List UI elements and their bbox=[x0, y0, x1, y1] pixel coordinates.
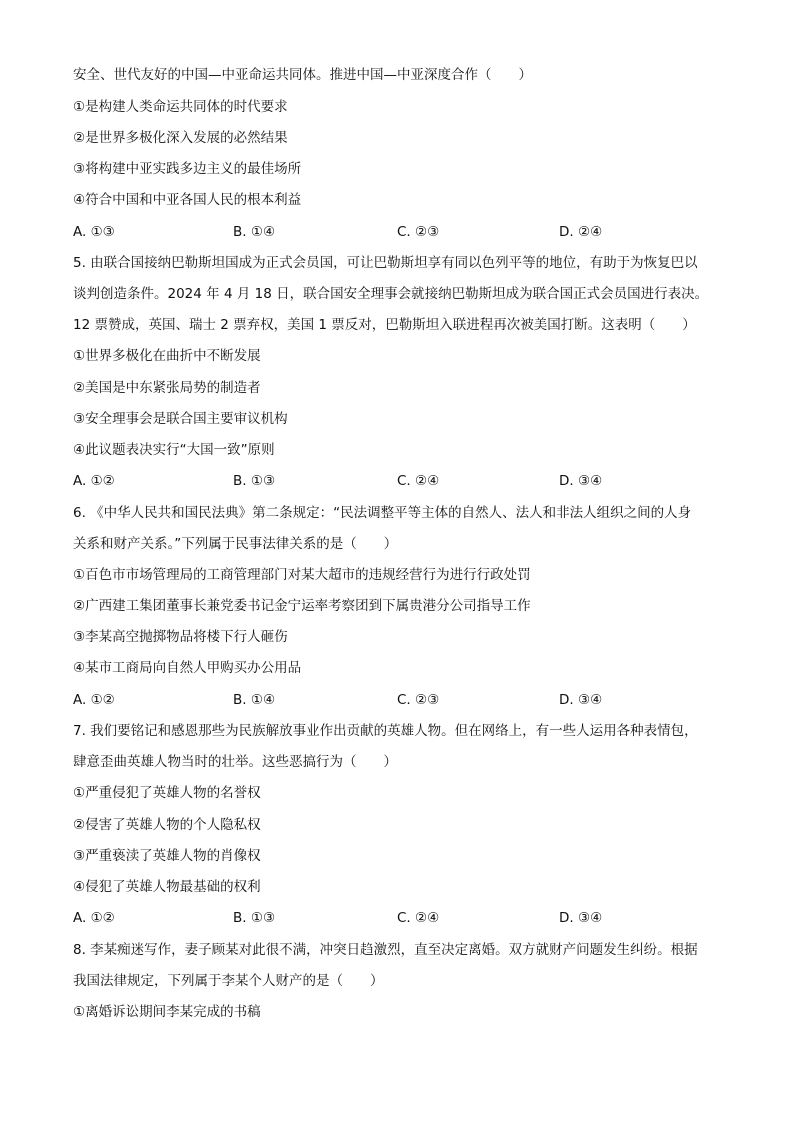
q5-item-1: ①世界多极化在曲折中不断发展 bbox=[73, 348, 261, 364]
q7-item-2: ②侵害了英雄人物的个人隐私权 bbox=[73, 817, 261, 833]
q6-option-c: C. ②③ bbox=[397, 692, 440, 708]
q6-item-4: ④某市工商局向自然人甲购买办公用品 bbox=[73, 660, 302, 676]
q4-option-b: B. ①④ bbox=[233, 224, 276, 240]
q4-options bbox=[73, 222, 733, 242]
q5-option-a: A. ①② bbox=[73, 473, 115, 489]
q5-stem-line-1: 5. 由联合国接纳巴勒斯坦国成为正式会员国，可让巴勒斯坦享有同以色列平等的地位，有助于为恢复巴以 bbox=[73, 255, 698, 271]
q4-stem: 安全、世代友好的中国—中亚命运共同体。推进中国—中亚深度合作（ ） bbox=[73, 67, 532, 83]
q7-stem-line-1: 7. 我们要铭记和感恩那些为民族解放事业作出贡献的英雄人物。但在网络上，有一些人运用各种表情包， bbox=[73, 723, 698, 739]
q4-item-1: ①是构建人类命运共同体的时代要求 bbox=[73, 99, 288, 115]
q6-option-a: A. ①② bbox=[73, 692, 115, 708]
q4-item-4: ④符合中国和中亚各国人民的根本利益 bbox=[73, 192, 302, 208]
q6-item-3: ③李某高空抛掷物品将楼下行人砸伤 bbox=[73, 629, 288, 645]
q6-stem-line-2: 关系和财产关系。”下列属于民事法律关系的是（ ） bbox=[73, 536, 398, 552]
q7-options bbox=[73, 908, 733, 928]
q6-stem-line-1: 6. 《中华人民共和国民法典》第二条规定：“民法调整平等主体的自然人、法人和非法人组织之间的人身 bbox=[73, 505, 692, 521]
q6-options bbox=[73, 690, 733, 710]
q4-item-2: ②是世界多极化深入发展的必然结果 bbox=[73, 130, 288, 146]
q7-option-d: D. ③④ bbox=[559, 910, 603, 926]
q5-stem-line-3: 12 票赞成，英国、瑞士 2 票弃权，美国 1 票反对，巴勒斯坦入联进程再次被美国打断。这表明（ ） bbox=[73, 317, 696, 333]
q5-option-c: C. ②④ bbox=[397, 473, 440, 489]
q4-option-d: D. ②④ bbox=[559, 224, 603, 240]
q7-item-1: ①严重侵犯了英雄人物的名誉权 bbox=[73, 785, 261, 801]
q4-option-a: A. ①③ bbox=[73, 224, 115, 240]
q8-stem-line-1: 8. 李某痴迷写作，妻子顾某对此很不满，冲突日趋激烈，直至决定离婚。双方就财产问题发生纠纷。根据 bbox=[73, 942, 698, 958]
q6-item-1: ①百色市市场管理局的工商管理部门对某大超市的违规经营行为进行行政处罚 bbox=[73, 567, 531, 583]
q5-options bbox=[73, 471, 733, 491]
q7-option-c: C. ②④ bbox=[397, 910, 440, 926]
q5-option-b: B. ①③ bbox=[233, 473, 276, 489]
q6-option-d: D. ③④ bbox=[559, 692, 603, 708]
q5-item-4: ④此议题表决实行“大国一致”原则 bbox=[73, 442, 275, 458]
q5-stem-line-2: 谈判创造条件。2024 年 4 月 18 日，联合国安全理事会就接纳巴勒斯坦成为联合国正式会员国进行表决。 bbox=[73, 286, 709, 302]
q7-item-4: ④侵犯了英雄人物最基础的权利 bbox=[73, 879, 261, 895]
q7-item-3: ③严重亵渎了英雄人物的肖像权 bbox=[73, 848, 261, 864]
q4-item-3: ③将构建中亚实践多边主义的最佳场所 bbox=[73, 161, 302, 177]
q6-option-b: B. ①④ bbox=[233, 692, 276, 708]
q7-option-a: A. ①② bbox=[73, 910, 115, 926]
q5-option-d: D. ③④ bbox=[559, 473, 603, 489]
q6-item-2: ②广西建工集团董事长兼党委书记金宁运率考察团到下属贵港分公司指导工作 bbox=[73, 598, 531, 614]
q8-stem-line-2: 我国法律规定，下列属于李某个人财产的是（ ） bbox=[73, 973, 384, 989]
q4-option-c: C. ②③ bbox=[397, 224, 440, 240]
q7-stem-line-2: 肆意歪曲英雄人物当时的壮举。这些恶搞行为（ ） bbox=[73, 754, 397, 770]
q5-item-2: ②美国是中东紧张局势的制造者 bbox=[73, 380, 261, 396]
q8-item-1: ①离婚诉讼期间李某完成的书稿 bbox=[73, 1004, 261, 1020]
q7-option-b: B. ①③ bbox=[233, 910, 276, 926]
q5-item-3: ③安全理事会是联合国主要审议机构 bbox=[73, 411, 288, 427]
